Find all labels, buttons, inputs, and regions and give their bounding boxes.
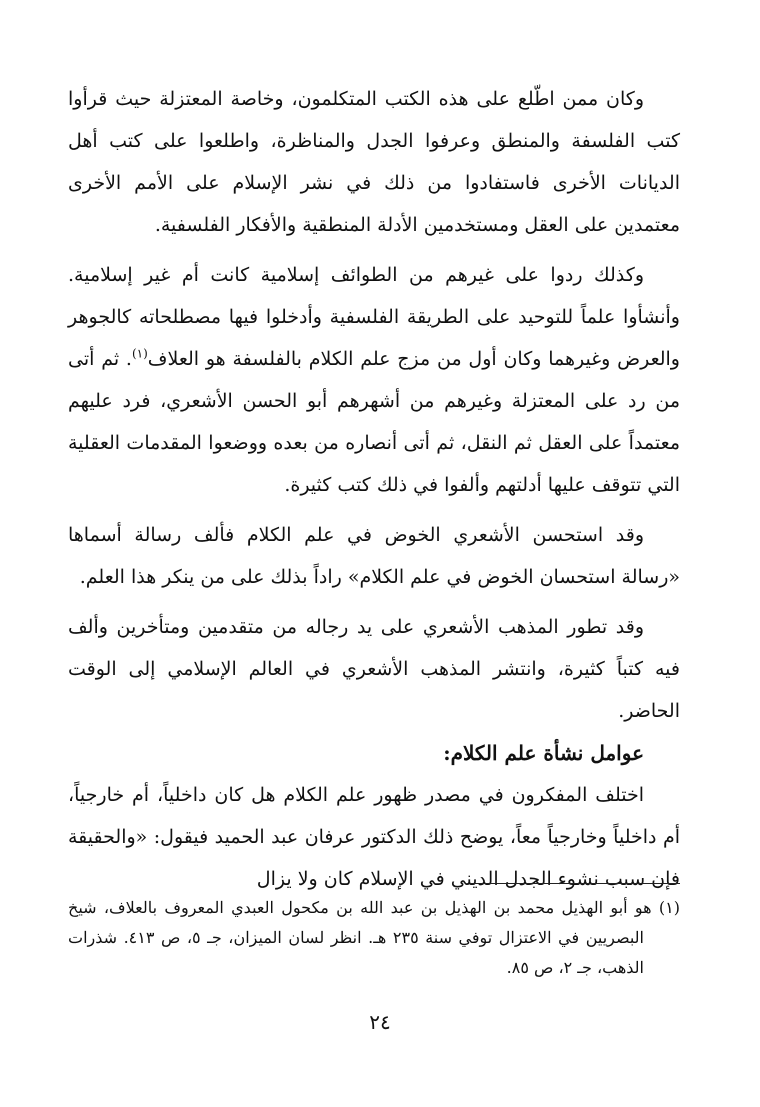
paragraph-5: اختلف المفكرون في مصدر ظهور علم الكلام هل كان داخلياً، أم خارجياً، أم داخلياً وخارجياً معاً، يوضح ذلك الدكتور عرفان عبد الحميد فيقول: «والحقيقة فإن سبب نشوء الجدل الديني في الإسلام كان ولا يزال [68,784,680,890]
paragraph-2 [68,254,680,506]
paragraph-3: وقد استحسن الأشعري الخوض في علم الكلام فألف رسالة أسماها «رسالة استحسان الخوض في علم الكلام» راداً بذلك على من ينكر هذا العلم. [68,524,680,588]
paragraph-2-part-a: وكذلك ردوا على غيرهم من الطوائف إسلامية كانت أم غير إسلامية. وأنشأوا علماً للتوحيد على الطريقة الفلسفية وأدخلوا فيها مصطلحاته كالجوهر والعرض وغيرهما وكان أول من مزج علم الكلام بالفلسفة هو العلاف [68,264,680,370]
paragraph-4: وقد تطور المذهب الأشعري على يد رجاله من متقدمين ومتأخرين وألف فيه كتباً كثيرة، وانتشر المذهب الأشعري في العالم الإسلامي إلى الوقت الحاضر. [68,616,680,722]
footnote [68,893,680,983]
body-text [68,78,680,900]
section-heading: عوامل نشأة علم الكلام: [443,741,644,765]
footnote-divider [470,883,680,884]
footnote-text: (١) هو أبو الهذيل محمد بن الهذيل بن عبد الله بن مكحول العبدي المعروف بالعلاف، شيخ البصريين في الاعتزال توفي سنة ٢٣٥ هـ. انظر لسان الميزان، جـ ٥، ص ٤١٣. شذرات الذهب، جـ ٢، ص ٨٥. [68,898,680,977]
page-number: ٢٤ [369,1010,391,1034]
footnote-reference[interactable]: (١) [131,346,148,361]
paragraph-2-part-b: . ثم أتى من رد على المعتزلة وغيرهم من أشهرهم أبو الحسن الأشعري، فرد عليهم معتمداً على العقل ثم النقل، ثم أتى أنصاره من بعده ووضعوا المقدمات العقلية التي تتوقف عليها أدلتهم وألفوا في ذلك كتب كثيرة. [68,348,680,496]
paragraph-1: وكان ممن اطّلع على هذه الكتب المتكلمون، وخاصة المعتزلة حيث قرأوا كتب الفلسفة والمنطق وعرفوا الجدل والمناظرة، واطلعوا على كتب أهل الديانات الأخرى فاستفادوا من ذلك في نشر الإسلام على الأمم الأخرى معتمدين على العقل ومستخدمين الأدلة المنطقية والأفكار الفلسفية. [68,88,680,236]
